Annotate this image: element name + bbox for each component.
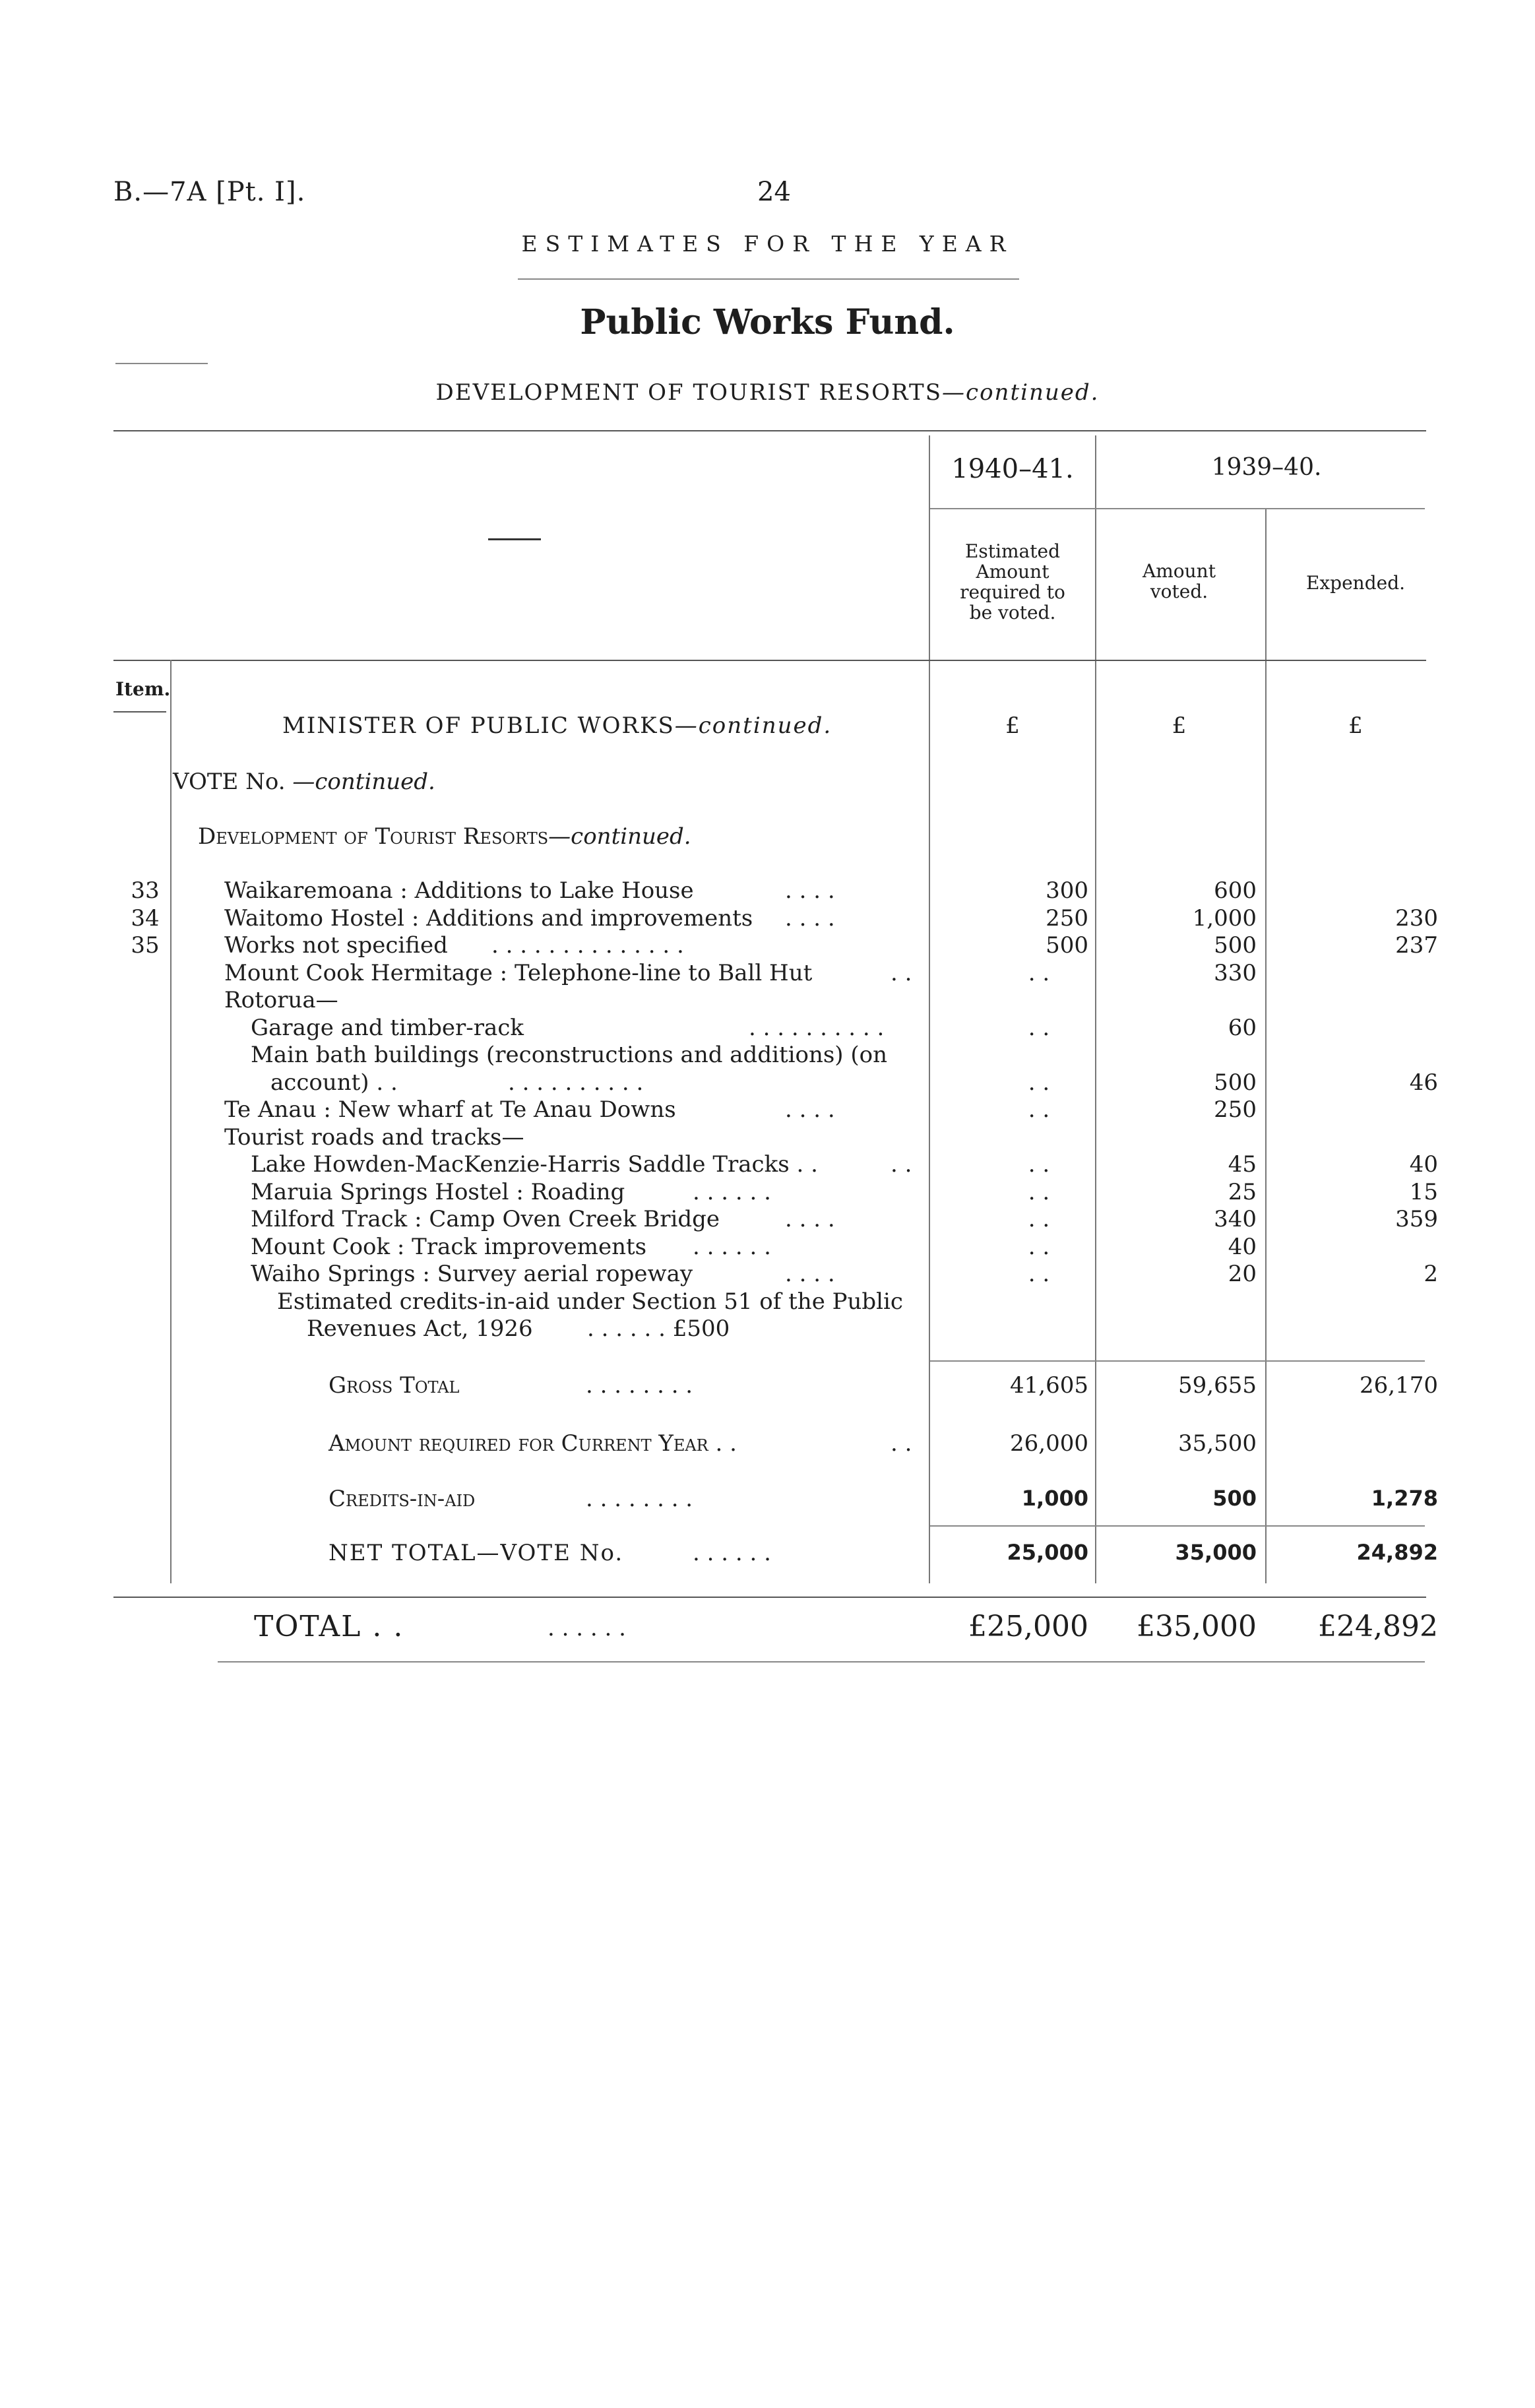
amount-col1: . . [1028, 1096, 1050, 1123]
table-row [0, 932, 1535, 960]
amount-col1: 250 [1046, 905, 1088, 932]
header-bottom-rule [113, 660, 1426, 661]
leader-dots: . . . . [785, 1096, 835, 1123]
col3-label: Expended. [1305, 572, 1406, 594]
amount-col1: 500 [1046, 932, 1088, 959]
development-heading-text: Development of Tourist Resorts [198, 823, 549, 850]
rule-under-estimates [518, 278, 1019, 280]
leader-dots: . . . . [785, 1206, 835, 1232]
currency-col3: £ [1348, 713, 1363, 739]
grand-total-dots: . . . . . . [548, 1615, 626, 1641]
leader-dots: . . . . [785, 877, 835, 904]
table-row [0, 1015, 1535, 1042]
gross-total-row [0, 1372, 1535, 1400]
table-top-rule [113, 430, 1426, 431]
item-column-label: Item. [115, 678, 171, 700]
development-row [0, 823, 1535, 851]
item-description: Main bath buildings (reconstructions and additions) (on [251, 1042, 888, 1068]
amount-col2: 340 [1214, 1206, 1257, 1232]
section-title-text: DEVELOPMENT OF TOURIST RESORTS [435, 379, 943, 406]
amount-required-row [0, 1430, 1535, 1458]
amount-col1: . . [1028, 1069, 1050, 1096]
item-number: 35 [131, 932, 160, 959]
table-row [0, 1151, 1535, 1179]
development-heading-suffix: —continued. [548, 823, 691, 850]
item-description: Milford Track : Camp Oven Creek Bridge [251, 1206, 720, 1232]
amount-col3: 40 [1409, 1151, 1438, 1178]
gross-total-col3: 26,170 [1360, 1372, 1438, 1399]
item-description: Rotorua— [224, 987, 338, 1013]
net-total-col3: 24,892 [1356, 1540, 1438, 1565]
development-heading [198, 823, 691, 850]
amount-col2: 1,000 [1192, 905, 1257, 932]
col2-label-line: voted. [1150, 581, 1208, 602]
year-previous: 1939–40. [1211, 454, 1322, 481]
grand-total-col2: £35,000 [1137, 1610, 1257, 1643]
amount-required-col1: 26,000 [1010, 1430, 1088, 1457]
amount-col2: 330 [1214, 960, 1257, 986]
minister-row [0, 713, 1535, 740]
amount-col2: 60 [1228, 1015, 1257, 1041]
net-total-dots: . . . . . . [693, 1540, 771, 1566]
leader-dots: . . [891, 1151, 912, 1178]
amount-col2: 20 [1228, 1261, 1257, 1287]
item-description: Works not specified [224, 932, 448, 959]
document-reference: B.—7A [Pt. I]. [113, 177, 306, 207]
table-row [0, 877, 1535, 905]
item-number: 34 [131, 905, 160, 932]
amount-col1: . . [1028, 1151, 1050, 1178]
net-total-col1: 25,000 [1007, 1540, 1088, 1565]
leader-dots: . . . . . . £500 [587, 1315, 730, 1342]
table-row [0, 1206, 1535, 1234]
section-title-suffix: —continued. [942, 379, 1100, 406]
grand-total-col3: £24,892 [1318, 1610, 1438, 1643]
item-description: Mount Cook Hermitage : Telephone-line to Ball Hut [224, 960, 813, 986]
item-description: Mount Cook : Track improvements [251, 1234, 647, 1260]
col1-label-line: Estimated [964, 540, 1060, 562]
vote-row [0, 769, 1535, 796]
amount-col1: . . [1028, 1015, 1050, 1041]
net-total-col2: 35,000 [1175, 1540, 1257, 1565]
gross-top-rule [930, 1360, 1425, 1362]
amount-col2: 600 [1214, 877, 1257, 904]
grand-total-col1: £25,000 [968, 1610, 1088, 1643]
gross-total-col1: 41,605 [1010, 1372, 1088, 1399]
stub-dash [488, 538, 541, 540]
table-row [0, 1069, 1535, 1097]
estimates-title: ESTIMATES FOR THE YEAR [521, 231, 1014, 257]
item-description: Waitomo Hostel : Additions and improvements [224, 905, 753, 932]
amount-col2: 500 [1214, 932, 1257, 959]
gross-total-dots: . . . . . . . . [586, 1372, 693, 1399]
item-description: Maruia Springs Hostel : Roading [251, 1179, 625, 1205]
item-description: Lake Howden-MacKenzie-Harris Saddle Tracks . . [251, 1151, 818, 1178]
table-bottom-rule [218, 1661, 1425, 1663]
leader-dots: . . . . . . . . . . . . . . [491, 932, 684, 959]
rule-left-short [115, 363, 208, 364]
table-row [0, 1096, 1535, 1124]
net-total-row [0, 1540, 1535, 1568]
net-total-label: NET TOTAL—VOTE No. [329, 1540, 624, 1566]
credits-col1: 1,000 [1021, 1486, 1088, 1511]
leader-dots: . . . . [785, 905, 835, 932]
item-description: Garage and timber-rack [251, 1015, 524, 1041]
col3-left-divider [1265, 508, 1267, 673]
item-description: Revenues Act, 1926 [307, 1315, 533, 1342]
minister-heading-suffix: —continued. [674, 713, 832, 739]
col1-label [937, 541, 1088, 623]
amount-required-dots: . . [891, 1430, 912, 1457]
total-top-rule [113, 1597, 1426, 1598]
amount-col1: . . [1028, 1206, 1050, 1232]
item-description: Te Anau : New wharf at Te Anau Downs [224, 1096, 676, 1123]
item-description: Waikaremoana : Additions to Lake House [224, 877, 694, 904]
vote-heading [173, 769, 435, 795]
amount-col3: 15 [1409, 1179, 1438, 1205]
amount-col1: . . [1028, 960, 1050, 986]
item-description: Estimated credits-in-aid under Section 51 of the Public [277, 1288, 903, 1315]
col2-label [1102, 561, 1257, 602]
credits-col3: 1,278 [1371, 1486, 1438, 1511]
leader-dots: . . . . . . . . . . [508, 1069, 644, 1096]
grand-total-label: TOTAL . . [254, 1610, 404, 1643]
amount-col2: 45 [1228, 1151, 1257, 1178]
leader-dots: . . . . . . [693, 1179, 771, 1205]
table-row [0, 1315, 1535, 1343]
credits-dots: . . . . . . . . [586, 1486, 693, 1512]
credits-label: Credits-in-aid [329, 1486, 476, 1512]
year-current: 1940–41. [951, 454, 1074, 484]
gross-total-label: Gross Total [329, 1372, 460, 1399]
amount-col1: . . [1028, 1234, 1050, 1260]
col1-label-line: be voted. [969, 602, 1056, 623]
item-description: Tourist roads and tracks— [224, 1124, 524, 1151]
amount-col2: 500 [1214, 1069, 1257, 1096]
amount-col3: 2 [1424, 1261, 1438, 1287]
table-row [0, 905, 1535, 933]
col1-label-line: Amount [976, 561, 1049, 583]
amount-col2: 250 [1214, 1096, 1257, 1123]
currency-col1: £ [1005, 713, 1020, 739]
minister-heading-text: MINISTER OF PUBLIC WORKS [282, 713, 675, 739]
table-row [0, 1124, 1535, 1152]
table-row [0, 960, 1535, 988]
minister-heading [282, 713, 832, 739]
amount-col3: 359 [1395, 1206, 1438, 1232]
table-row [0, 1261, 1535, 1288]
section-title [0, 379, 1535, 406]
amount-required-label: Amount required for Current Year . . [329, 1430, 737, 1457]
table-row [0, 987, 1535, 1015]
item-number: 33 [131, 877, 160, 904]
col1-left-divider [929, 435, 930, 673]
table-row [0, 1179, 1535, 1207]
vote-heading-suffix: —continued. [292, 769, 435, 795]
credits-col2: 500 [1212, 1486, 1257, 1511]
net-top-rule [930, 1525, 1425, 1527]
year-rule [930, 508, 1425, 509]
fund-title: Public Works Fund. [580, 302, 955, 342]
page-number: 24 [757, 177, 791, 207]
table-row [0, 1288, 1535, 1316]
leader-dots: . . [891, 960, 912, 986]
amount-col3: 230 [1395, 905, 1438, 932]
amount-col2: 40 [1228, 1234, 1257, 1260]
col1-label-line: required to [960, 581, 1065, 603]
grand-total-row [0, 1610, 1535, 1647]
credits-row [0, 1486, 1535, 1513]
col2-label-line: Amount [1143, 560, 1216, 582]
vote-heading-text: VOTE No. [173, 769, 286, 795]
amount-col3: 46 [1409, 1069, 1438, 1096]
amount-col2: 25 [1228, 1179, 1257, 1205]
currency-col2: £ [1172, 713, 1187, 739]
item-description: account) . . [270, 1069, 398, 1096]
amount-col1: . . [1028, 1179, 1050, 1205]
leader-dots: . . . . [785, 1261, 835, 1287]
amount-col1: 300 [1046, 877, 1088, 904]
col2-left-divider [1095, 435, 1096, 673]
leader-dots: . . . . . . [693, 1234, 771, 1260]
item-description: Waiho Springs : Survey aerial ropeway [251, 1261, 693, 1287]
gross-total-col2: 59,655 [1178, 1372, 1257, 1399]
leader-dots: . . . . . . . . . . [749, 1015, 885, 1041]
amount-col1: . . [1028, 1261, 1050, 1287]
amount-required-col2: 35,500 [1178, 1430, 1257, 1457]
amount-col3: 237 [1395, 932, 1438, 959]
table-row [0, 1234, 1535, 1261]
table-row [0, 1042, 1535, 1069]
